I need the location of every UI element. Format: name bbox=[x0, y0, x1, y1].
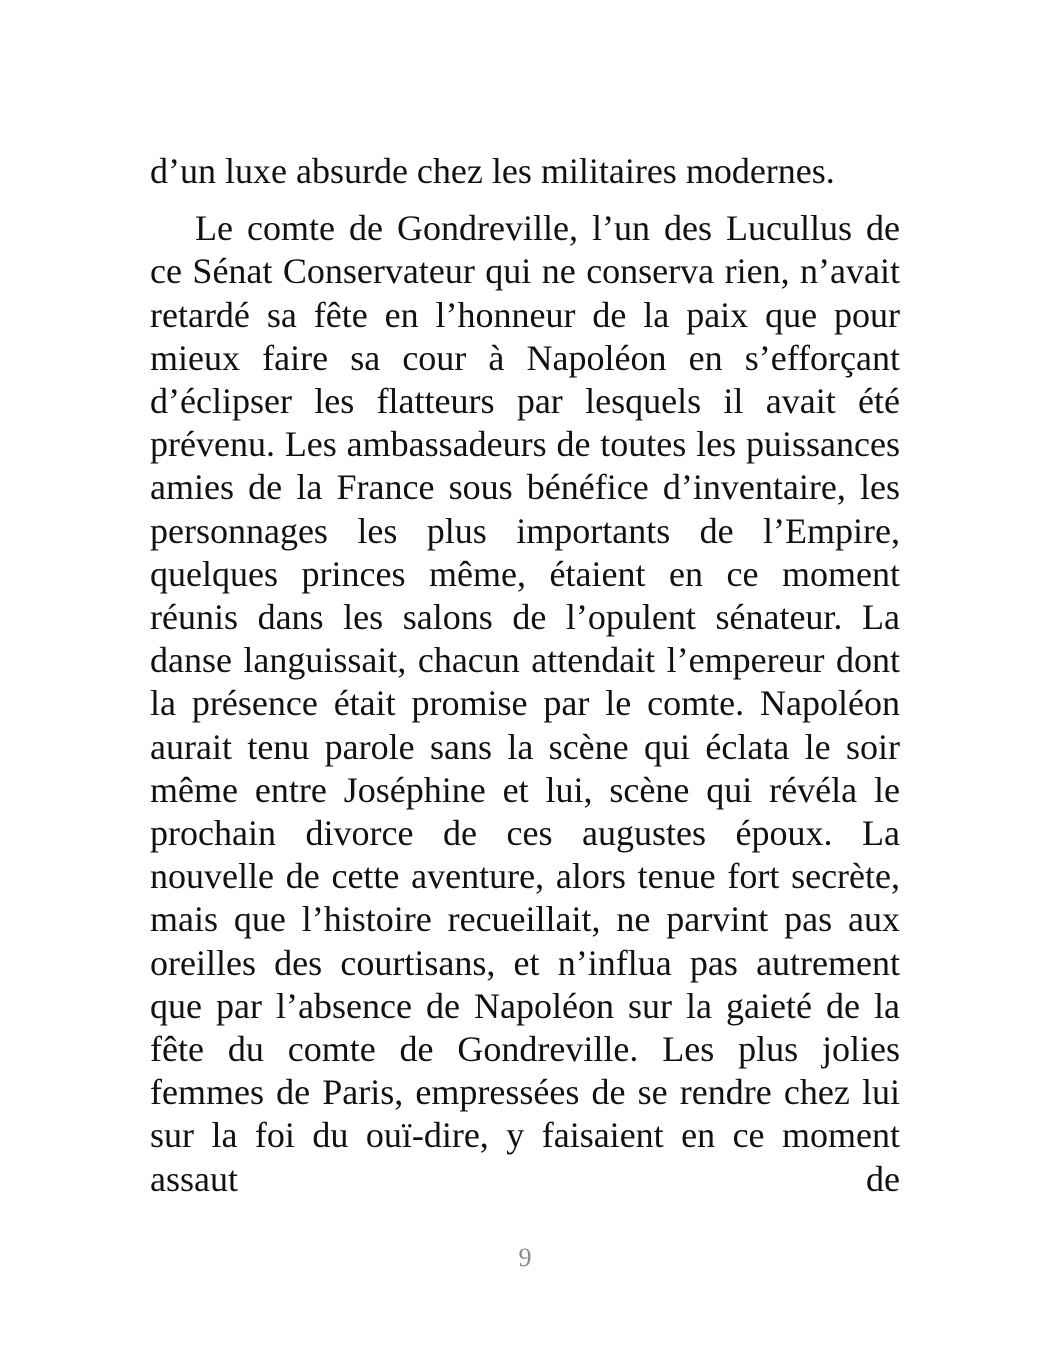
body-text bbox=[150, 150, 900, 1201]
paragraph-main: Le comte de Gondreville, l’un des Lucullus de ce Sénat Conservateur qui ne conserva rien, n’avait retardé sa fête en l’honneur de la paix que pour mieux faire sa cour à Napoléon en s’efforçant d’éclipser les flatteurs par lesquels il avait été prévenu. Les ambassadeurs de toutes les puissances amies de la France sous bénéfice d’inventaire, les personnages les plus importants de l’Empire, quelques princes même, étaient en ce moment réunis dans les salons de l’opulent sénateur. La danse languissait, chacun attendait l’empereur dont la présence était promise par le comte. Napoléon aurait tenu parole sans la scène qui éclata le soir même entre Joséphine et lui, scène qui révéla le prochain divorce de ces augustes époux. La nouvelle de cette aventure, alors tenue fort secrète, mais que l’histoire recueillait, ne parvint pas aux oreilles des courtisans, et n’influa pas autrement que par l’absence de Napoléon sur la gaieté de la fête du comte de Gondreville. Les plus jolies femmes de Paris, empressées de se rendre chez lui sur la foi du ouï-dire, y faisaient en ce moment assaut de bbox=[150, 208, 900, 1199]
paragraph-continuation: d’un luxe absurde chez les militaires modernes. bbox=[150, 151, 835, 191]
page-number: 9 bbox=[518, 1243, 532, 1272]
